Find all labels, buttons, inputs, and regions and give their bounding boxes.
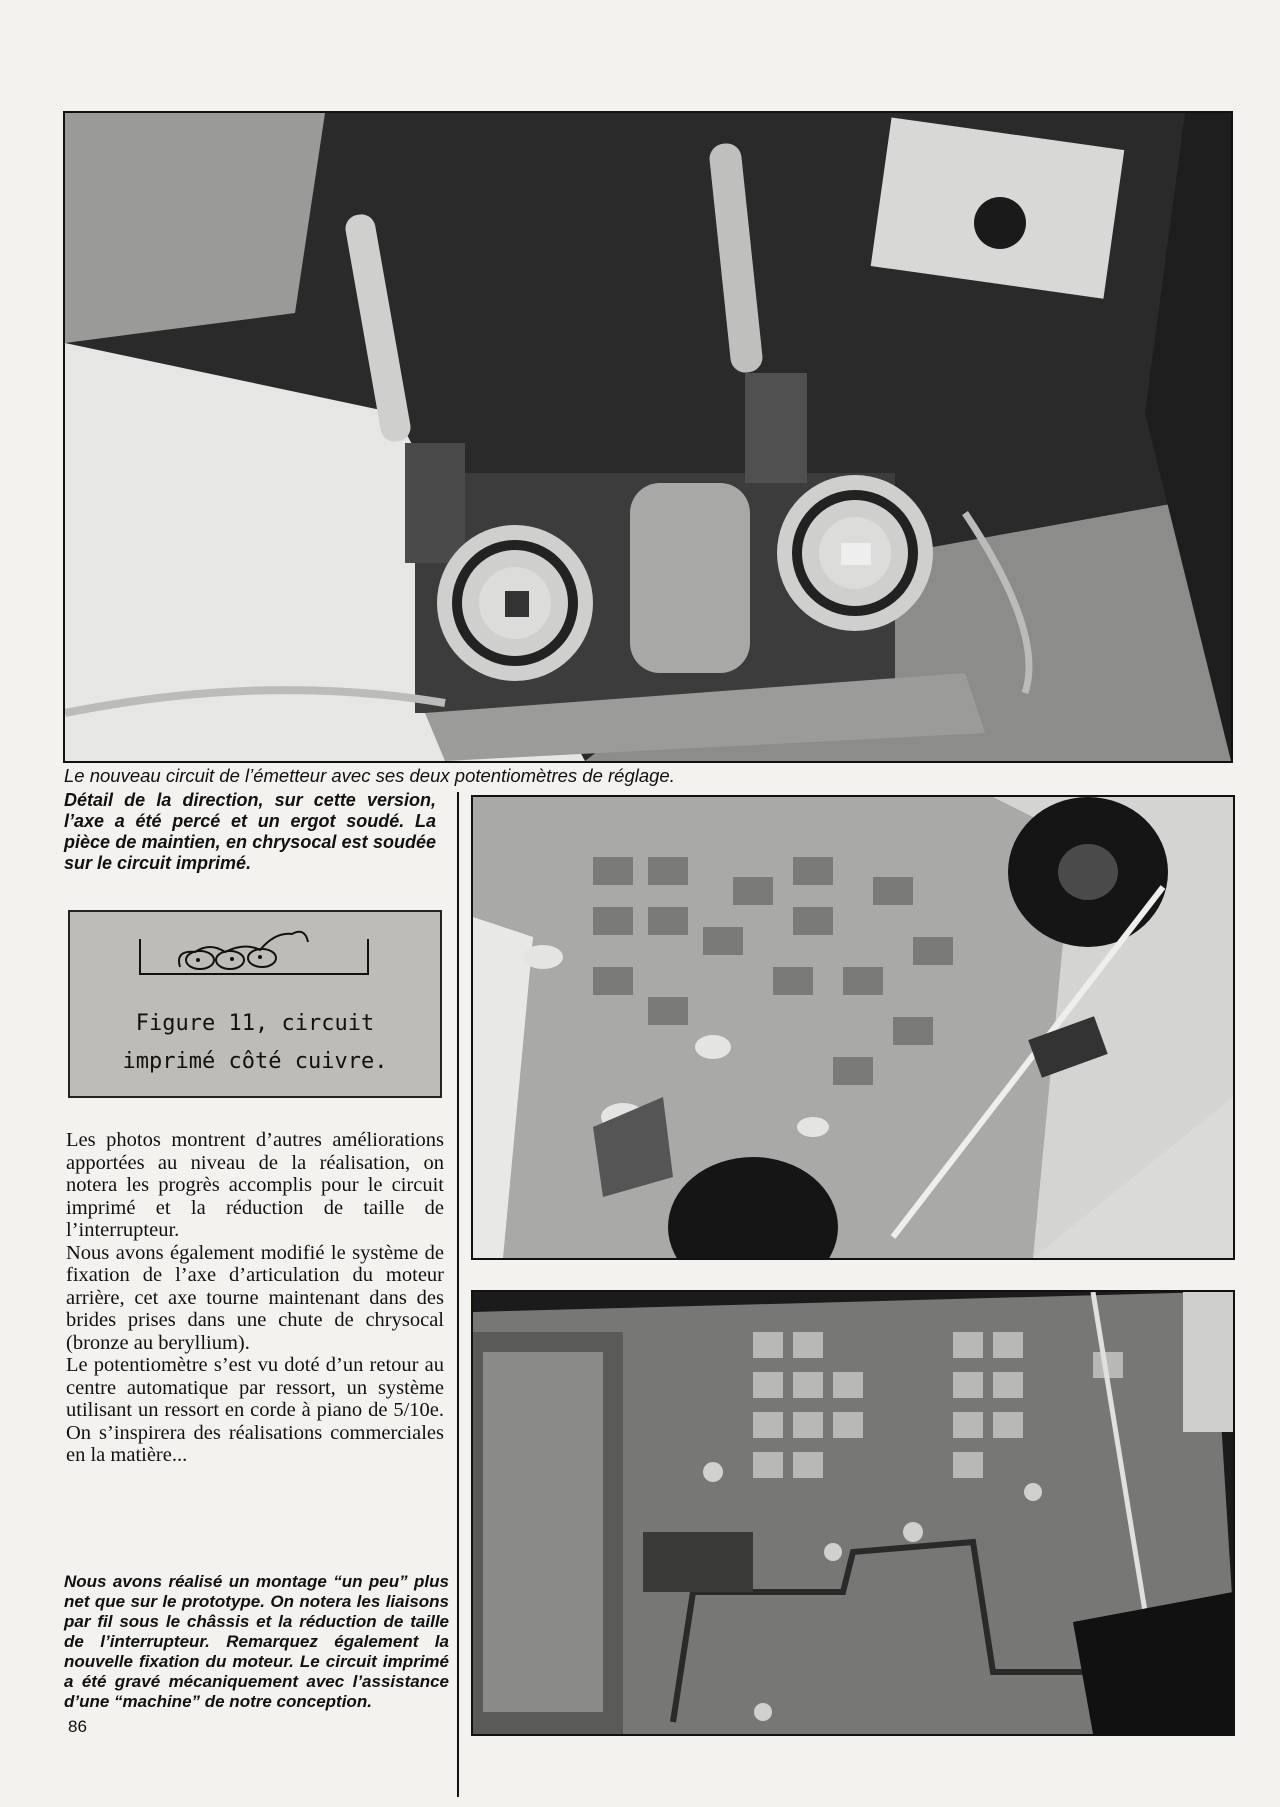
photo-steering-detail	[471, 795, 1235, 1260]
photo-chassis-underside	[471, 1290, 1235, 1736]
caption-photo-bottom: Nous avons réalisé un montage “un peu” plus net que sur le prototype. On notera les liaisons par fil sous le châssis et la réduction de taille de l’interrupteur. Remarquez également la nouvelle fixation du moteur. Le circuit imprimé a été gravé mécaniquement avec l’assistance d’une “machine” de notre conception.	[64, 1572, 449, 1711]
caption-photo-top: Le nouveau circuit de l’émetteur avec ses deux potentiomètres de réglage.	[64, 765, 675, 786]
column-divider	[457, 1290, 459, 1732]
figure-11-box	[68, 910, 442, 1098]
figure-label-line2: imprimé côté cuivre.	[122, 1049, 388, 1074]
body-paragraph: Nous avons également modifié le système de fixation de l’axe d’articulation du moteur arrière, cet axe tourne maintenant dans des brides prises dans une chute de chrysocal (bronze au beryllium).	[66, 1241, 444, 1354]
pcb-sketch-icon	[70, 912, 440, 1096]
caption-steering-detail: Détail de la direction, sur cette version, l’axe a été percé et un ergot soudé. La pièce de maintien, en chrysocal est soudée sur le circuit imprimé.	[64, 790, 436, 873]
photo-transmitter-circuit	[63, 111, 1233, 763]
page-number: 86	[68, 1717, 87, 1736]
figure-label-line1: Figure 11, circuit	[135, 1011, 375, 1036]
body-paragraph: Le potentiomètre s’est vu doté d’un retour au centre automatique par ressort, un système utilisant un ressort en corde à piano de 5/10e. On s’inspirera des réalisations commerciales en la matière...	[66, 1354, 444, 1466]
body-paragraph: Les photos montrent d’autres améliorations apportées au niveau de la réalisation, on notera les progrès accomplis pour le circuit imprimé et la réduction de taille de l’interrupteur.	[66, 1129, 444, 1241]
article-body	[66, 1129, 444, 1467]
